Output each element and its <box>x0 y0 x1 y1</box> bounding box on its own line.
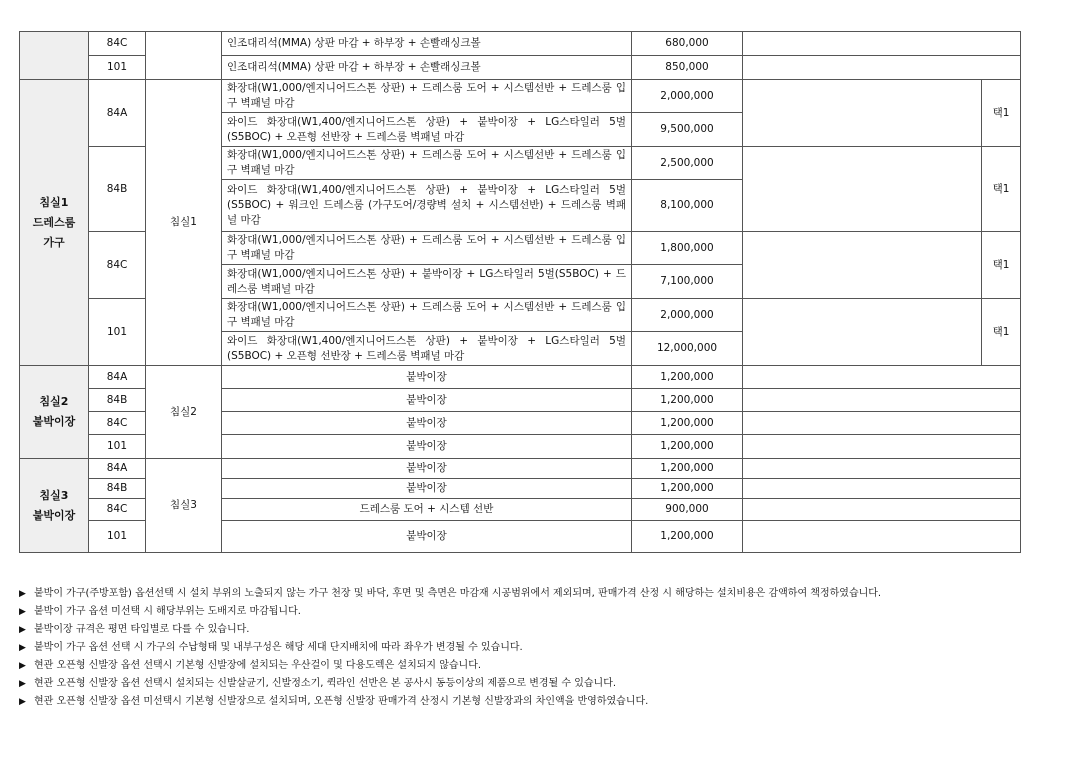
description-cell: 화장대(W1,000/엔지니어드스톤 상판) + 드레스룸 도어 + 시스템선반 + 드레스룸 입구 벽패널 마감 <box>222 232 632 265</box>
price-cell: 2,000,000 <box>632 299 743 332</box>
list-item <box>19 657 1059 675</box>
category-cell-empty <box>20 32 89 80</box>
description-cell: 붙박이장 <box>222 412 632 435</box>
price-cell: 1,800,000 <box>632 232 743 265</box>
category-line: 가구 <box>43 235 65 249</box>
description-cell: 붙박이장 <box>222 521 632 553</box>
room-cell: 침실2 <box>146 366 222 459</box>
note-text: 현관 오픈형 신발장 옵션 미선택시 기본형 신발장으로 설치되며, 오픈형 신발장 판매가격 산정시 기본형 신발장과의 차인액을 반영하였습니다. <box>34 696 649 707</box>
description-cell: 화장대(W1,000/엔지니어드스톤 상판) + 드레스룸 도어 + 시스템선반 + 드레스룸 입구 벽패널 마감 <box>222 147 632 180</box>
category-line: 침실3 <box>39 488 69 502</box>
bullet-icon: ▶ <box>19 661 26 671</box>
bullet-icon: ▶ <box>19 679 26 689</box>
note-cell <box>743 479 1021 499</box>
category-line: 침실1 <box>39 195 69 209</box>
type-cell: 84A <box>89 80 146 147</box>
description-cell: 붙박이장 <box>222 459 632 479</box>
bullet-icon: ▶ <box>19 625 26 635</box>
description-cell: 드레스룸 도어 + 시스템 선반 <box>222 499 632 521</box>
list-item <box>19 621 1059 639</box>
room-cell: 침실1 <box>146 80 222 366</box>
type-cell: 101 <box>89 299 146 366</box>
list-item <box>19 585 1059 603</box>
category-dressroom <box>20 80 89 366</box>
price-cell: 8,100,000 <box>632 180 743 232</box>
description-cell: 화장대(W1,000/엔지니어드스톤 상판) + 드레스룸 도어 + 시스템선반 + 드레스룸 입구 벽패널 마감 <box>222 80 632 113</box>
description-cell: 인조대리석(MMA) 상판 마감 + 하부장 + 손빨래싱크볼 <box>222 56 632 80</box>
note-cell <box>743 389 1021 412</box>
type-cell: 84B <box>89 479 146 499</box>
type-cell: 101 <box>89 435 146 459</box>
type-cell: 84A <box>89 459 146 479</box>
choice-note: 택1 <box>982 232 1021 299</box>
bullet-icon: ▶ <box>19 697 26 707</box>
category-bedroom3 <box>20 459 89 553</box>
note-cell <box>743 56 1021 80</box>
price-cell: 1,200,000 <box>632 389 743 412</box>
category-line: 드레스룸 <box>32 215 76 229</box>
list-item <box>19 639 1059 657</box>
price-cell: 1,200,000 <box>632 479 743 499</box>
note-cell <box>743 459 1021 479</box>
table-row <box>20 80 1021 113</box>
description-cell: 붙박이장 <box>222 479 632 499</box>
blank-cell <box>743 232 982 299</box>
price-cell: 1,200,000 <box>632 521 743 553</box>
description-cell: 인조대리석(MMA) 상판 마감 + 하부장 + 손빨래싱크볼 <box>222 32 632 56</box>
description-cell: 붙박이장 <box>222 366 632 389</box>
type-cell: 84C <box>89 412 146 435</box>
choice-note: 택1 <box>982 80 1021 147</box>
price-cell: 900,000 <box>632 499 743 521</box>
price-cell: 1,200,000 <box>632 435 743 459</box>
option-price-table <box>19 31 1021 553</box>
type-cell: 84B <box>89 147 146 232</box>
note-cell <box>743 435 1021 459</box>
category-line: 침실2 <box>39 395 69 408</box>
note-cell <box>743 366 1021 389</box>
table-row <box>20 459 1021 479</box>
price-cell: 2,500,000 <box>632 147 743 180</box>
note-text: 현관 오픈형 신발장 옵션 선택시 설치되는 신발살균기, 신발정소기, 퀵라인 선반은 본 공사시 동등이상의 제품으로 변경될 수 있습니다. <box>34 678 617 689</box>
description-cell: 와이드 화장대(W1,400/엔지니어드스톤 상판) + 붙박이장 + LG스타일러 5벌(S5BOC) + 워크인 드레스룸 (가구도어/경량벽 설치 + 시스템선반) + 드레스룸 벽패널 마감 <box>222 180 632 232</box>
table-row <box>20 32 1021 56</box>
bullet-icon: ▶ <box>19 607 26 617</box>
note-text: 붙박이 가구(주방포함) 옵션선택 시 설치 부위의 노출되지 않는 가구 천장 및 바닥, 후면 및 측면은 마감재 시공범위에서 제외되며, 판매가격 산정 시 해당하는 설치비용은 감액하여 책정하였습니다. <box>34 588 882 599</box>
type-cell: 84B <box>89 389 146 412</box>
category-line: 붙박이장 <box>32 415 76 428</box>
note-cell <box>743 412 1021 435</box>
choice-note: 택1 <box>982 147 1021 232</box>
price-cell: 2,000,000 <box>632 80 743 113</box>
notes-list <box>19 585 1059 711</box>
list-item <box>19 603 1059 621</box>
list-item <box>19 675 1059 693</box>
note-text: 붙박이 가구 옵션 선택 시 가구의 수납형태 및 내부구성은 해당 세대 단지배치에 따라 좌우가 변경될 수 있습니다. <box>34 642 523 653</box>
description-cell: 붙박이장 <box>222 389 632 412</box>
price-cell: 9,500,000 <box>632 113 743 147</box>
note-text: 붙박이 가구 옵션 미선택 시 해당부위는 도배지로 마감됩니다. <box>34 606 301 617</box>
table-row <box>20 366 1021 389</box>
note-text: 현관 오픈형 신발장 옵션 선택시 기본형 신발장에 설치되는 우산걸이 및 다용도렉은 설치되지 않습니다. <box>34 660 482 671</box>
type-cell: 101 <box>89 521 146 553</box>
description-cell: 와이드 화장대(W1,400/엔지니어드스톤 상판) + 붙박이장 + LG스타일러 5벌(S5BOC) + 오픈형 선반장 + 드레스룸 벽패널 마감 <box>222 113 632 147</box>
price-cell: 680,000 <box>632 32 743 56</box>
type-cell: 84C <box>89 32 146 56</box>
room-cell: 침실3 <box>146 459 222 553</box>
category-bedroom2 <box>20 366 89 459</box>
bullet-icon: ▶ <box>19 589 26 599</box>
description-cell: 화장대(W1,000/엔지니어드스톤 상판) + 붙박이장 + LG스타일러 5벌(S5BOC) + 드레스룸 벽패널 마감 <box>222 265 632 299</box>
room-cell-empty <box>146 32 222 80</box>
bullet-icon: ▶ <box>19 643 26 653</box>
blank-cell <box>743 299 982 366</box>
list-item <box>19 693 1059 711</box>
note-cell <box>743 499 1021 521</box>
price-cell: 12,000,000 <box>632 332 743 366</box>
description-cell: 화장대(W1,000/엔지니어드스톤 상판) + 드레스룸 도어 + 시스템선반 + 드레스룸 입구 벽패널 마감 <box>222 299 632 332</box>
note-text: 붙박이장 규격은 평면 타입별로 다를 수 있습니다. <box>34 624 250 635</box>
description-cell: 와이드 화장대(W1,400/엔지니어드스톤 상판) + 붙박이장 + LG스타일러 5벌(S5BOC) + 오픈형 선반장 + 드레스룸 벽패널 마감 <box>222 332 632 366</box>
price-cell: 1,200,000 <box>632 412 743 435</box>
note-cell <box>743 521 1021 553</box>
type-cell: 84C <box>89 232 146 299</box>
category-line: 붙박이장 <box>32 508 76 522</box>
blank-cell <box>743 147 982 232</box>
choice-note: 택1 <box>982 299 1021 366</box>
price-cell: 1,200,000 <box>632 366 743 389</box>
price-cell: 1,200,000 <box>632 459 743 479</box>
type-cell: 101 <box>89 56 146 80</box>
note-cell <box>743 32 1021 56</box>
price-cell: 850,000 <box>632 56 743 80</box>
price-cell: 7,100,000 <box>632 265 743 299</box>
type-cell: 84A <box>89 366 146 389</box>
blank-cell <box>743 80 982 147</box>
type-cell: 84C <box>89 499 146 521</box>
description-cell: 붙박이장 <box>222 435 632 459</box>
